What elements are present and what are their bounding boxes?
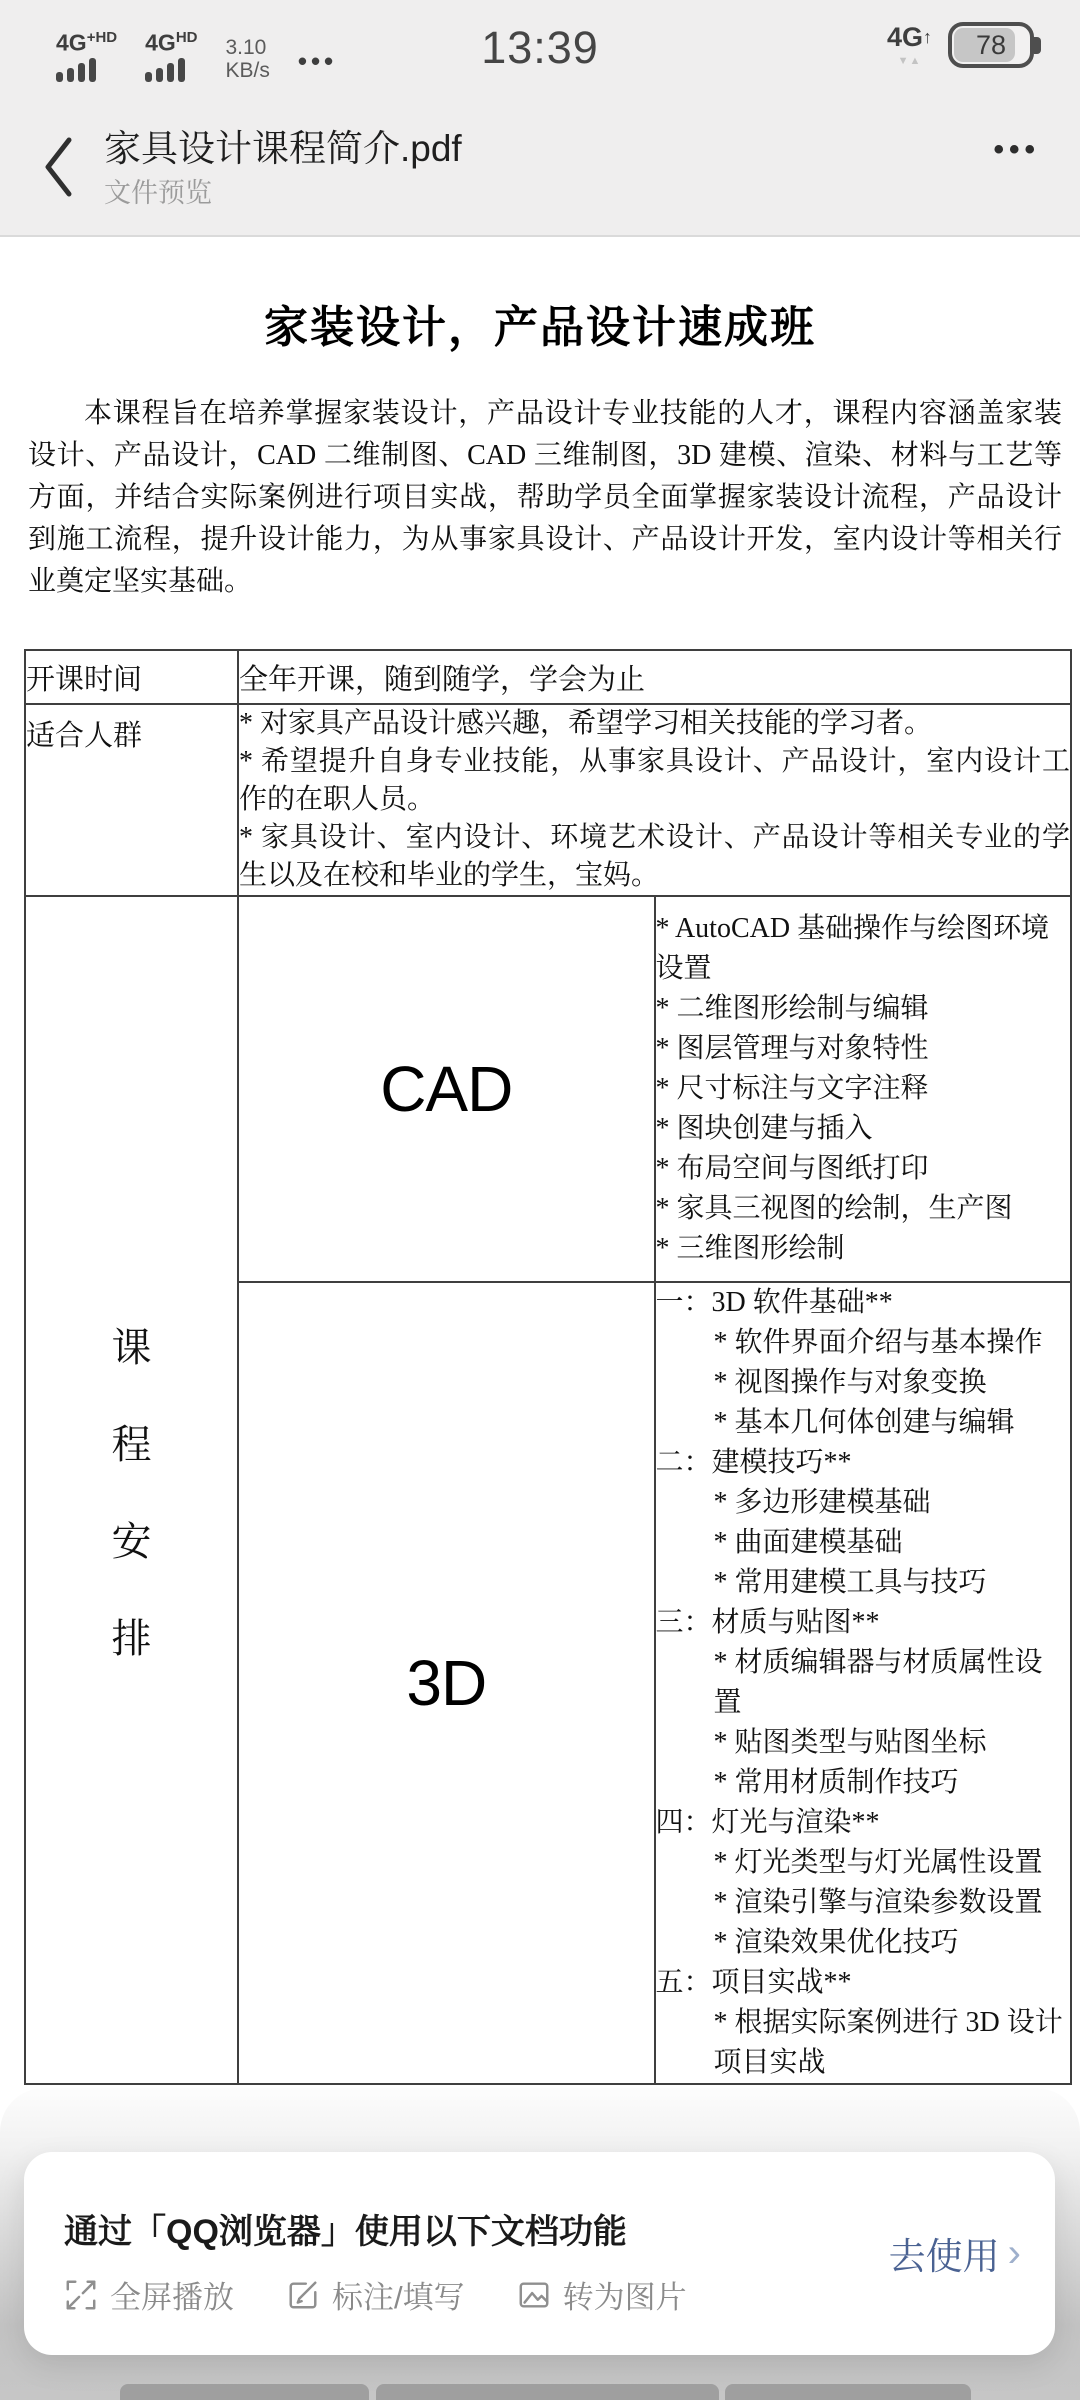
bottom-sheet-tabs	[0, 2384, 1080, 2400]
cad-item: * 尺寸标注与文字注释	[655, 1073, 929, 1104]
sim2-network-badge: HD	[175, 29, 198, 46]
table-row-schedule	[25, 650, 1071, 704]
threed-item: * 常用建模工具与技巧	[713, 1567, 987, 1598]
cad-item: * 三维图形绘制	[655, 1233, 845, 1264]
battery-percent: 78	[975, 29, 1007, 60]
audience-item: * 对家具产品设计感兴趣，希望学习相关技能的学习者。	[239, 708, 933, 739]
pdf-document-viewport[interactable]	[0, 237, 1080, 2090]
upload-arrow-icon: ↑	[923, 26, 932, 47]
audience-item: * 希望提升自身专业技能，从事家具设计、产品设计，室内设计工作的在职人员。	[239, 746, 1070, 815]
audience-label: 适合人群	[25, 704, 238, 896]
cad-item: * 图块创建与插入	[655, 1113, 873, 1144]
convert-to-image-button[interactable]	[517, 2272, 687, 2317]
fullscreen-play-button[interactable]	[64, 2272, 234, 2317]
battery-icon	[948, 22, 1034, 68]
fullscreen-icon	[64, 2278, 98, 2312]
active-network-indicator	[886, 21, 932, 67]
threed-item: * 材质编辑器与材质属性设置	[713, 1647, 1043, 1718]
cad-item: * 布局空间与图纸打印	[655, 1153, 929, 1184]
threed-section-heading: 三：材质与贴图**	[655, 1607, 880, 1638]
schedule-value: 全年开课，随到随学，学会为止	[238, 650, 1071, 704]
threed-section-heading: 二：建模技巧**	[655, 1447, 852, 1478]
bottom-sheet-tab[interactable]	[376, 2384, 719, 2400]
audience-items	[238, 704, 1071, 896]
table-row-audience	[25, 704, 1071, 896]
threed-section-heading: 五：项目实战**	[655, 1967, 852, 1998]
threed-item: * 根据实际案例进行 3D 设计项目实战	[713, 2007, 1063, 2078]
back-button[interactable]	[30, 129, 86, 205]
threed-item: * 渲染效果优化技巧	[713, 1927, 959, 1958]
cad-item: * 家具三视图的绘制，生产图	[655, 1193, 1013, 1224]
app-header	[0, 95, 1080, 237]
bottom-sheet-tab[interactable]	[725, 2384, 971, 2400]
threed-item: * 贴图类型与贴图坐标	[713, 1727, 987, 1758]
cad-item: * AutoCAD 基础操作与绘图环境设置	[655, 913, 1050, 984]
chevron-right-icon: ›	[1007, 2231, 1021, 2275]
go-use-label: 去使用	[888, 2236, 1000, 2277]
banner-function-row	[64, 2272, 687, 2317]
course-schedule-label-cell	[25, 896, 238, 2084]
speed-value: 3.10	[225, 35, 267, 59]
threed-item: * 基本几何体创建与编辑	[713, 1407, 1015, 1438]
schedule-label: 开课时间	[25, 650, 238, 704]
audience-item: * 家具设计、室内设计、环境艺术设计、产品设计等相关专业的学生以及在校和毕业的学生，宝妈。	[239, 822, 1070, 891]
battery-nub	[1034, 37, 1041, 54]
annotate-fill-button[interactable]	[286, 2272, 465, 2317]
file-title: 家具设计课程简介.pdf	[104, 128, 462, 169]
file-preview-label: 文件预览	[104, 178, 212, 208]
document-intro-paragraph: 本课程旨在培养掌握家装设计，产品设计专业技能的人才，课程内容涵盖家装设计、产品设计，CAD 二维制图、CAD 三维制图，3D 建模、渲染、材料与工艺等方面，并结合实际案例进行项目实战，帮助学员全面掌握家装设计流程，产品设计到施工流程，提升设计能力，为从事家具设计、产品设计开发，室内设计等相关行业奠定坚实基础。	[28, 398, 1062, 597]
annotate-icon	[286, 2278, 320, 2312]
active-network-type: 4G	[886, 21, 923, 52]
image-icon	[517, 2278, 551, 2312]
threed-item: * 灯光类型与灯光属性设置	[713, 1847, 1043, 1878]
document-title: 家装设计，产品设计速成班	[264, 303, 816, 352]
sim2-network-type: 4G	[145, 29, 176, 56]
cad-items	[655, 896, 1072, 1282]
sim1-network-badge: +HD	[86, 29, 118, 46]
status-more-icon: •••	[297, 45, 338, 76]
course-schedule-vertical-label: 课 程 安 排	[111, 1325, 152, 1661]
bottom-sheet-tab[interactable]	[120, 2384, 369, 2400]
annotate-fill-label: 标注/填写	[332, 2280, 465, 2315]
threed-item: * 常用材质制作技巧	[713, 1767, 959, 1798]
threed-section-name: 3D	[238, 1282, 655, 2084]
speed-unit: KB/s	[225, 58, 270, 82]
traffic-arrows-icon: ▼▲	[897, 54, 922, 67]
threed-section-heading: 一：3D 软件基础**	[655, 1287, 893, 1318]
sim1-network-type: 4G	[56, 29, 87, 56]
cad-item: * 二维图形绘制与编辑	[655, 993, 929, 1024]
cad-section-name: CAD	[238, 896, 655, 1282]
threed-item: * 软件界面介绍与基本操作	[713, 1327, 1043, 1358]
threed-item: * 视图操作与对象变换	[713, 1367, 987, 1398]
back-chevron-icon	[41, 136, 75, 198]
fullscreen-play-label: 全屏播放	[110, 2280, 234, 2315]
status-bar	[0, 0, 1080, 95]
banner-title: 通过「QQ浏览器」使用以下文档功能	[64, 2213, 627, 2251]
cad-item: * 图层管理与对象特性	[655, 1033, 929, 1064]
more-menu-button[interactable]: •••	[993, 133, 1040, 166]
convert-to-image-label: 转为图片	[562, 2280, 687, 2315]
go-use-button[interactable]	[889, 2226, 1021, 2280]
header-titles	[104, 128, 462, 208]
threed-section-heading: 四：灯光与渲染**	[655, 1807, 880, 1838]
table-row-cad	[25, 896, 1071, 1282]
qq-browser-banner	[24, 2152, 1055, 2355]
status-right-group	[887, 22, 1034, 68]
threed-item: * 曲面建模基础	[713, 1527, 903, 1558]
threed-item: * 渲染引擎与渲染参数设置	[713, 1887, 1043, 1918]
clock: 13:39	[481, 22, 599, 73]
threed-item: * 多边形建模基础	[713, 1487, 931, 1518]
course-info-table	[24, 649, 1072, 2085]
threed-outline	[655, 1282, 1072, 2084]
